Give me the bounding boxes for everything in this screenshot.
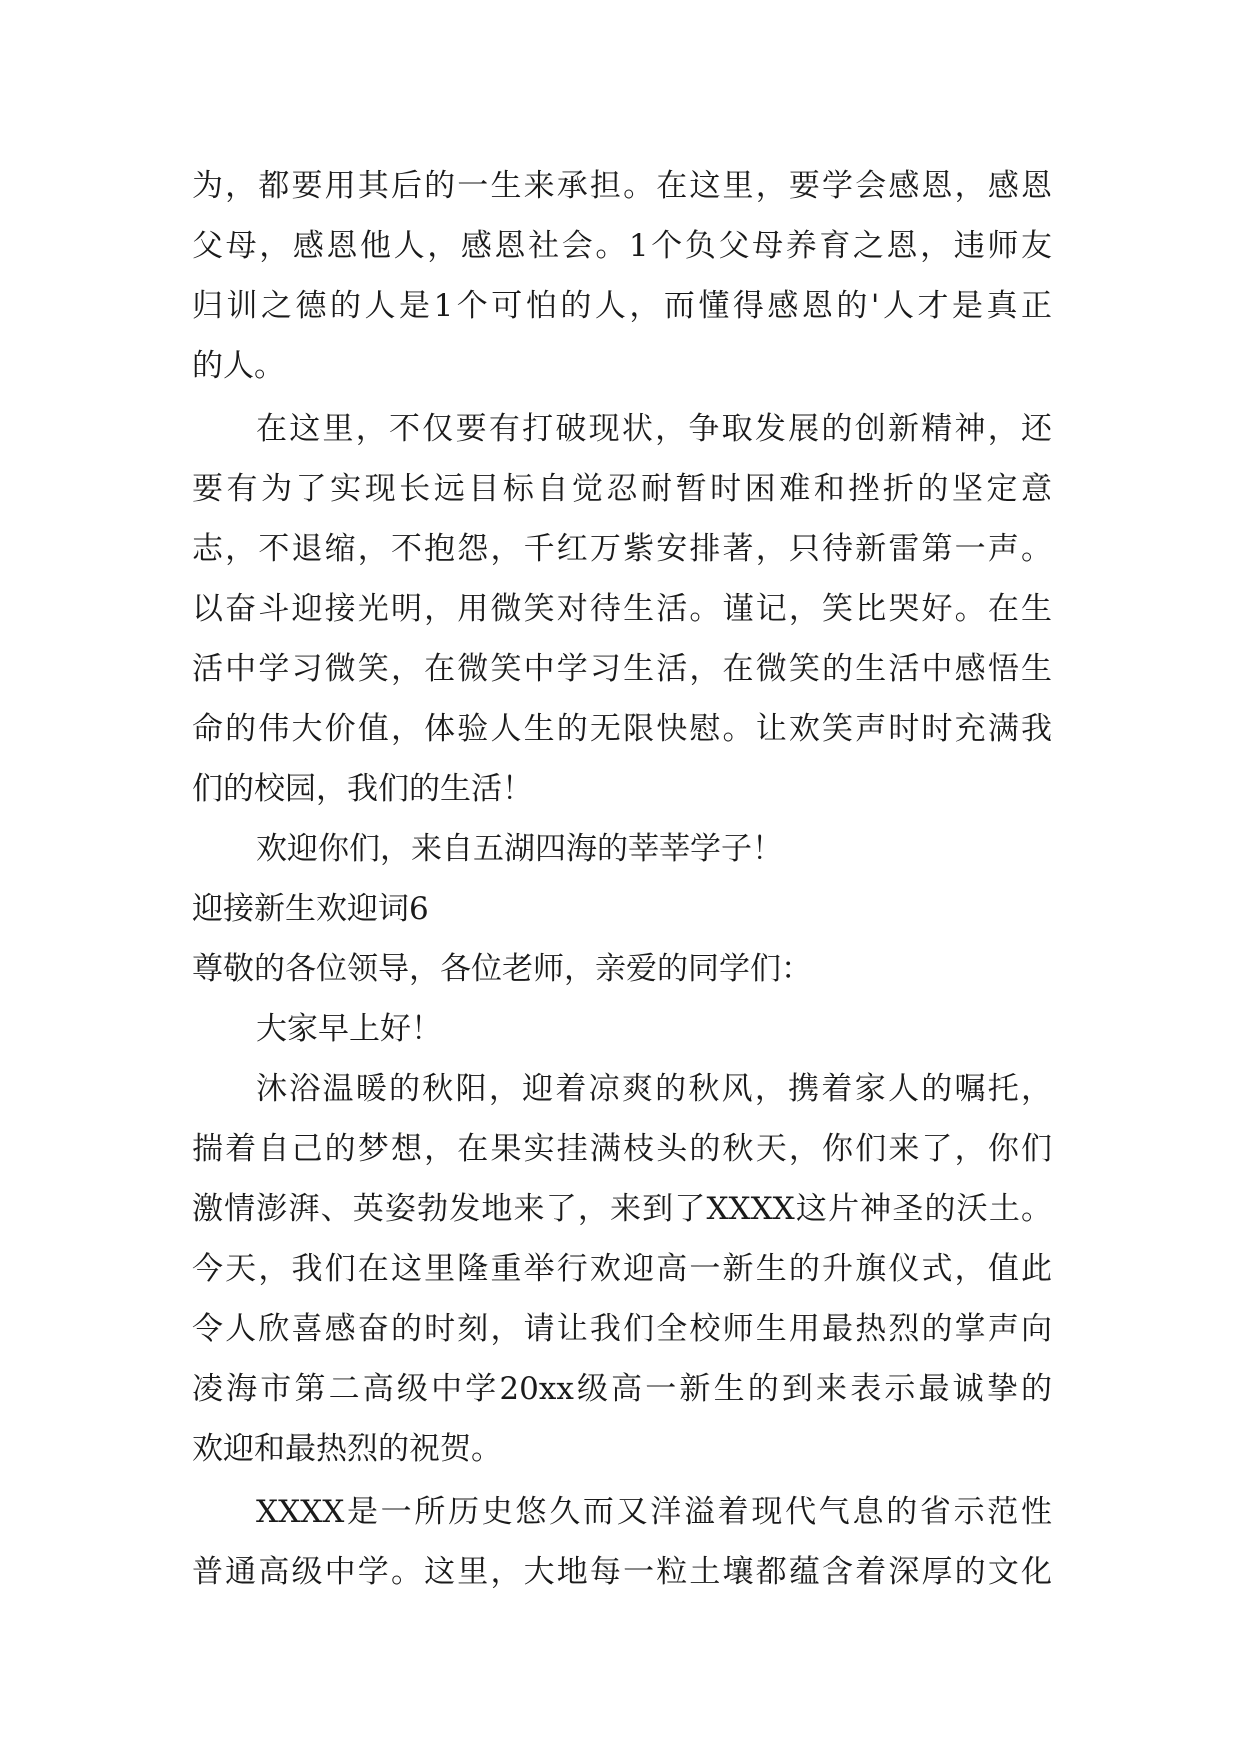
para-perseverance [192,399,1052,819]
text-line: 尊敬的各位领导，各位老师，亲爱的同学们： [192,951,812,987]
text-line: 今天，我们在这里隆重举行欢迎高一新生的升旗仪式，值此 [192,1251,1052,1287]
para-salutation [192,939,1052,999]
para-school-intro [192,1482,1052,1602]
text-line: 的人。 [192,348,285,384]
section-heading [192,879,1052,939]
text-line: 活中学习微笑，在微笑中学习生活，在微笑的生活中感悟生 [192,651,1052,687]
text-line: 在这里，不仅要有打破现状，争取发展的创新精神，还 [256,411,1052,447]
text-line: 激情澎湃、英姿勃发地来了，来到了XXXX这片神圣的沃土。 [192,1191,1052,1227]
text-line: 归训之德的人是1个可怕的人，而懂得感恩的'人才是真正 [192,288,1052,324]
document-page [192,156,1052,1602]
text-line: 要有为了实现长远目标自觉忍耐暂时困难和挫折的坚定意 [192,471,1052,507]
text-line: 命的伟大价值，体验人生的无限快慰。让欢笑声时时充满我 [192,711,1052,747]
text-line: 令人欣喜感奋的时刻，请让我们全校师生用最热烈的掌声向 [192,1311,1052,1347]
text-line: 父母，感恩他人，感恩社会。1个负父母养育之恩，违师友 [192,228,1052,264]
text-line: 揣着自己的梦想，在果实挂满枝头的秋天，你们来了，你们 [192,1131,1052,1167]
text-line: 大家早上好！ [256,1011,442,1047]
para-gratitude [192,156,1052,396]
para-greeting [192,999,1052,1059]
section-title: 迎接新生欢迎词6 [192,891,429,927]
text-line: 普通高级中学。这里，大地每一粒土壤都蕴含着深厚的文化 [192,1554,1052,1590]
text-line: 为，都要用其后的一生来承担。在这里，要学会感恩，感恩 [192,168,1052,204]
text-line: XXXX是一所历史悠久而又洋溢着现代气息的省示范性 [256,1494,1052,1530]
text-line: 欢迎你们，来自五湖四海的莘莘学子！ [256,831,783,867]
text-line: 欢迎和最热烈的祝贺。 [192,1431,502,1467]
text-line: 们的校园，我们的生活！ [192,771,533,807]
text-line: 沐浴温暖的秋阳，迎着凉爽的秋风，携着家人的嘱托， [256,1071,1052,1107]
para-welcome-students [192,819,1052,879]
para-autumn-welcome [192,1059,1052,1479]
text-line: 志，不退缩，不抱怨，千红万紫安排著，只待新雷第一声。 [192,531,1052,567]
text-line: 以奋斗迎接光明，用微笑对待生活。谨记，笑比哭好。在生 [192,591,1052,627]
text-line: 凌海市第二高级中学20xx级高一新生的到来表示最诚挚的 [192,1371,1052,1407]
